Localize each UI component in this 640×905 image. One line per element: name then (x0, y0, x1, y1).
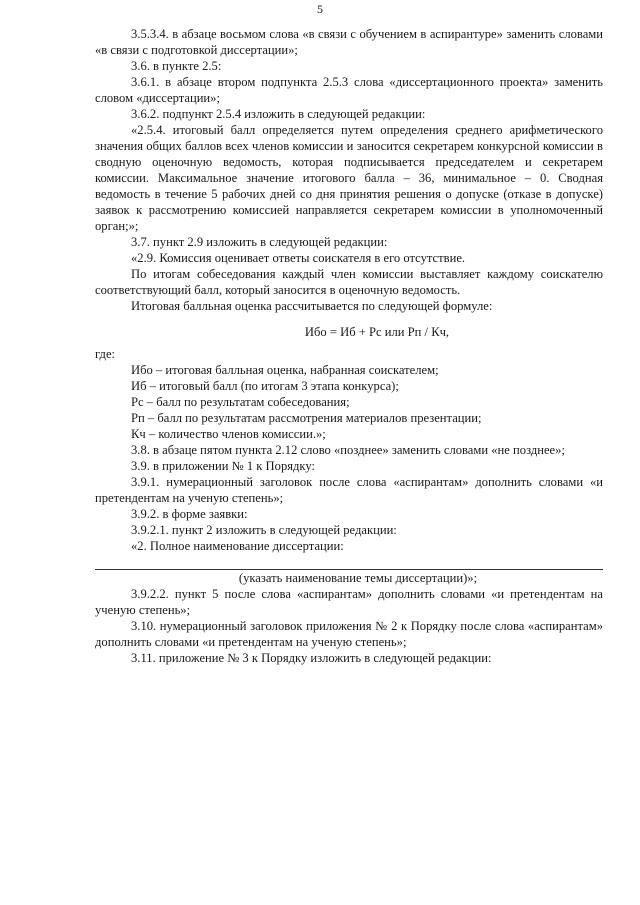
paragraph: 3.9.2. в форме заявки: (131, 507, 248, 521)
paragraph: «2.5.4. итоговый балл определяется путем определения среднего арифметического значения общих баллов всех членов комиссии и заносится секретарем конкурсной комиссии в сводную оценочную ведомость, которая подписывается председателем и секретарем комиссии. Максимальное значение итогового балла – 36, минимальное – 0. Сводная ведомость в течение 5 рабочих дней со дня принятия решения о допуске (отказе в допуске) заявок к рассмотрению комиссией направляется секретарем комиссии в уполномоченный орган;»; (95, 123, 603, 233)
paragraph: 3.9.2.2. пункт 5 после слова «аспирантам» дополнить словами «и претендентам на ученую степень»; (95, 587, 603, 617)
paragraph: 3.10. нумерационный заголовок приложения № 2 к Порядку после слова «аспирантам» дополнить словами «и претендентам на ученую степень»; (95, 619, 603, 649)
fill-in-caption: (указать наименование темы диссертации)»; (238, 571, 478, 585)
paragraph: 3.6.2. подпункт 2.5.4 изложить в следующей редакции: (131, 107, 426, 121)
paragraph: «2. Полное наименование диссертации: (131, 539, 344, 553)
paragraph: 3.5.3.4. в абзаце восьмом слова «в связи с обучением в аспирантуре» заменить словами «в связи с подготовкой диссертации»; (95, 27, 603, 57)
definition-item: Кч – количество членов комиссии.»; (131, 427, 326, 441)
definition-item: Иб – итоговый балл (по итогам 3 этапа конкурса); (131, 379, 399, 393)
paragraph: По итогам собеседования каждый член комиссии выставляет каждому соискателю соответствующий балл, который заносится в оценочную ведомость. (95, 267, 603, 297)
paragraph: 3.9.1. нумерационный заголовок после слова «аспирантам» дополнить словами «и претендентам на ученую степень»; (95, 475, 603, 505)
paragraph: 3.9. в приложении № 1 к Порядку: (131, 459, 316, 473)
definition-item: Рс – балл по результатам собеседования; (131, 395, 350, 409)
paragraph: «2.9. Комиссия оценивает ответы соискателя в его отсутствие. (131, 251, 466, 265)
paragraph: Итоговая балльная оценка рассчитывается по следующей формуле: (131, 299, 493, 313)
paragraph: 3.11. приложение № 3 к Порядку изложить в следующей редакции: (131, 651, 492, 665)
where-label: где: (95, 347, 116, 361)
document-body (95, 26, 603, 666)
fill-in-line (95, 561, 603, 570)
paragraph: 3.6. в пункте 2.5: (131, 59, 222, 73)
definition-item: Ибо – итоговая балльная оценка, набранная соискателем; (131, 363, 439, 377)
paragraph: 3.9.2.1. пункт 2 изложить в следующей редакции: (131, 523, 397, 537)
paragraph: 3.8. в абзаце пятом пункта 2.12 слово «позднее» заменить словами «не позднее»; (131, 443, 565, 457)
paragraph: 3.6.1. в абзаце втором подпункта 2.5.3 слова «диссертационного проекта» заменить словом «диссертации»; (95, 75, 603, 105)
formula: Ибо = Иб + Рс или Рп / Кч, (304, 325, 450, 339)
page-number: 5 (317, 2, 323, 16)
paragraph: 3.7. пункт 2.9 изложить в следующей редакции: (131, 235, 388, 249)
definition-item: Рп – балл по результатам рассмотрения материалов презентации; (131, 411, 482, 425)
